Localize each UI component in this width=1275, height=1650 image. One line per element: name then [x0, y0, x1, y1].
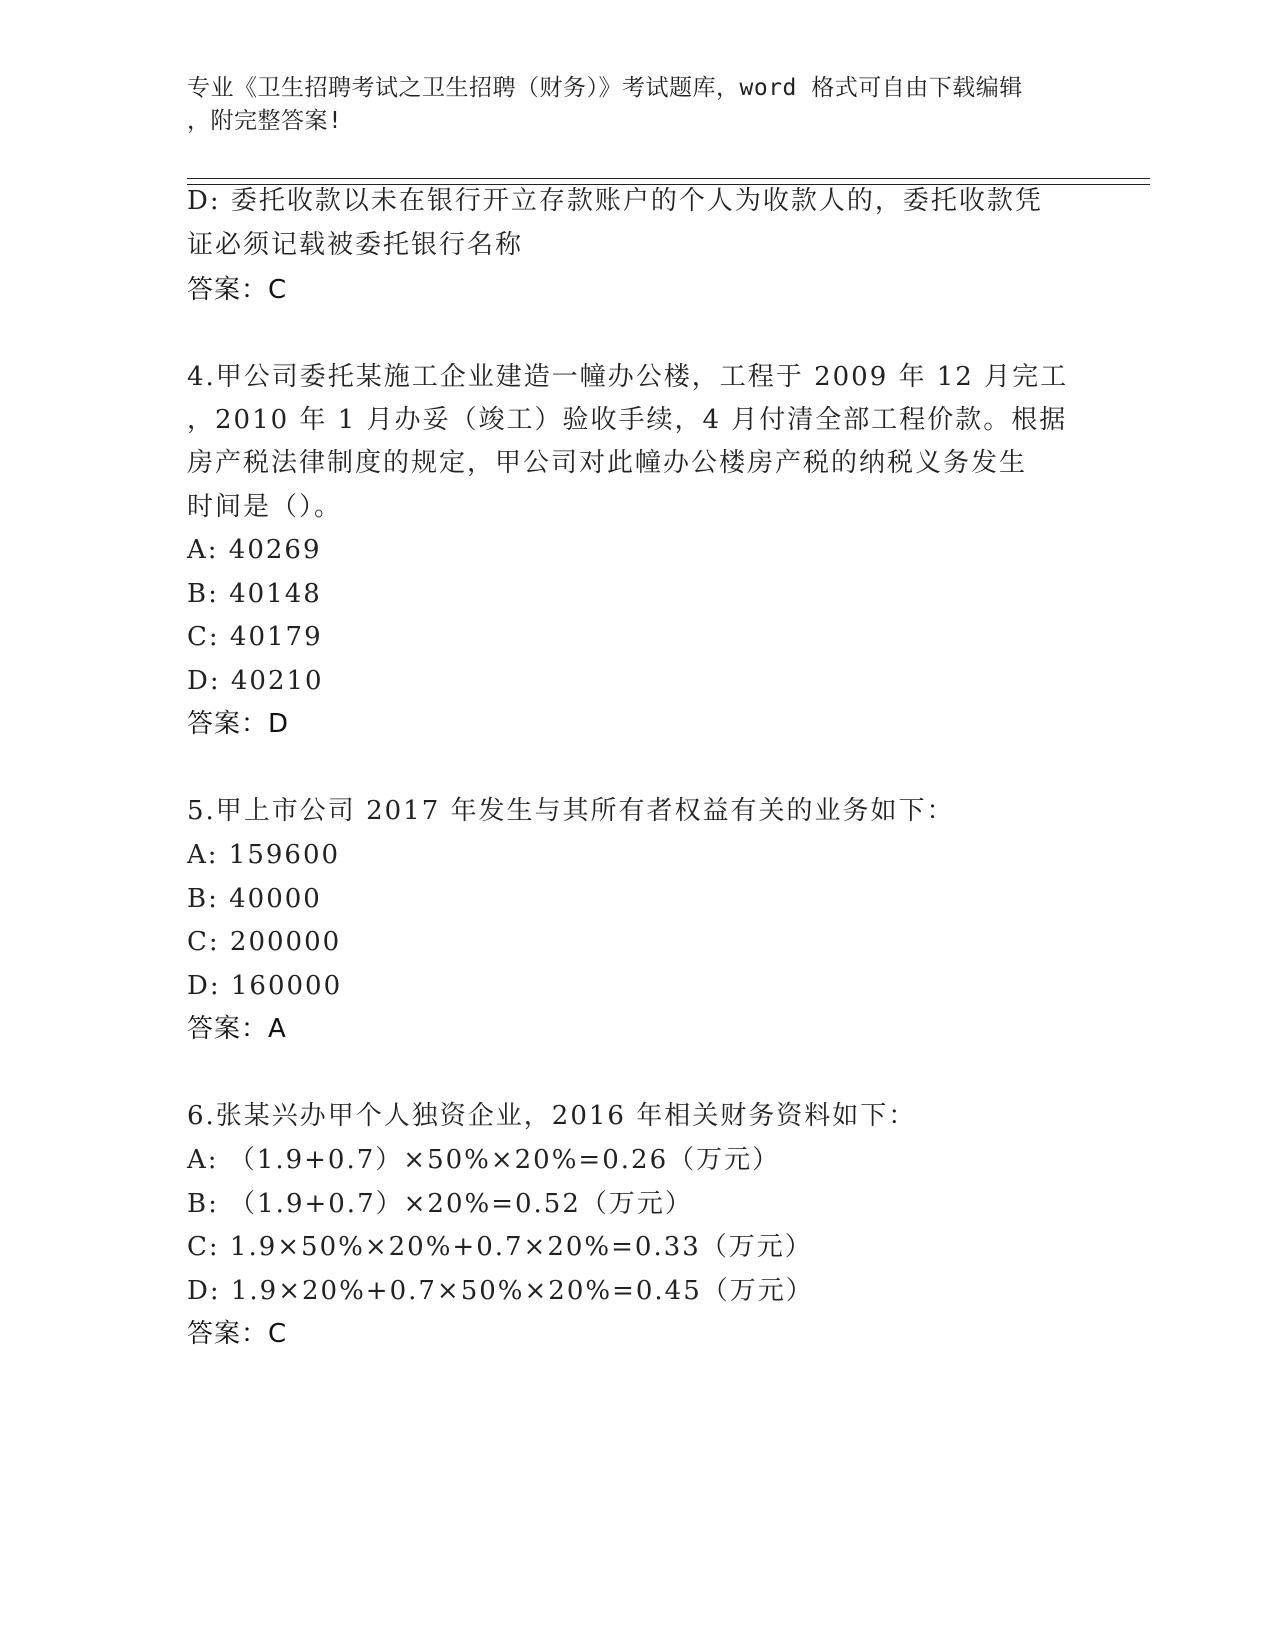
q6-option-b: B: （1.9+0.7）×20%=0.52（万元） [187, 1189, 693, 1219]
prev-answer: 答案：C [187, 275, 288, 305]
q5-option-b: B: 40000 [187, 884, 322, 914]
q4-option-d: D: 40210 [187, 666, 324, 696]
q6-option-c: C: 1.9×50%×20%+0.7×20%=0.33（万元） [187, 1232, 813, 1262]
q5-option-d: D: 160000 [187, 971, 343, 1001]
page-header [187, 72, 1067, 138]
q6-option-d: D: 1.9×20%+0.7×50%×20%=0.45（万元） [187, 1276, 814, 1306]
q4-stem-line-1: 4.甲公司委托某施工企业建造一幢办公楼，工程于 2009 年 12 月完工 [187, 362, 1069, 392]
q4-option-a: A: 40269 [187, 535, 322, 565]
q5-option-c: C: 200000 [187, 927, 342, 957]
q4-option-b: B: 40148 [187, 579, 322, 609]
header-divider-bottom [187, 184, 1150, 185]
q5-stem-line-1: 5.甲上市公司 2017 年发生与其所有者权益有关的业务如下： [187, 796, 955, 826]
header-divider-top [187, 178, 1150, 179]
header-title-line-1: 专业《卫生招聘考试之卫生招聘（财务）》考试题库，word 格式可自由下载编辑 [187, 75, 1023, 101]
q6-option-a: A: （1.9+0.7）×50%×20%=0.26（万元） [187, 1145, 781, 1175]
q4-stem-line-2: ，2010 年 1 月办妥（竣工）验收手续，4 月付清全部工程价款。根据 [187, 405, 1068, 435]
q6-stem-line-1: 6.张某兴办甲个人独资企业，2016 年相关财务资料如下： [187, 1101, 917, 1131]
q4-stem-line-3: 房产税法律制度的规定，甲公司对此幢办公楼房产税的纳税义务发生 [187, 448, 1028, 478]
q4-answer: 答案：D [187, 709, 290, 739]
prev-option-d-line-1: D: 委托收款以未在银行开立存款账户的个人为收款人的，委托收款凭 [187, 186, 1043, 216]
prev-option-d-line-2: 证必须记载被委托银行名称 [187, 230, 524, 260]
q5-answer: 答案：A [187, 1014, 287, 1044]
q6-answer: 答案：C [187, 1319, 288, 1349]
q4-option-c: C: 40179 [187, 622, 323, 652]
header-title-line-2: ，附完整答案! [187, 108, 343, 134]
q4-stem-line-4: 时间是（）。 [187, 492, 343, 522]
q5-option-a: A: 159600 [187, 840, 341, 870]
